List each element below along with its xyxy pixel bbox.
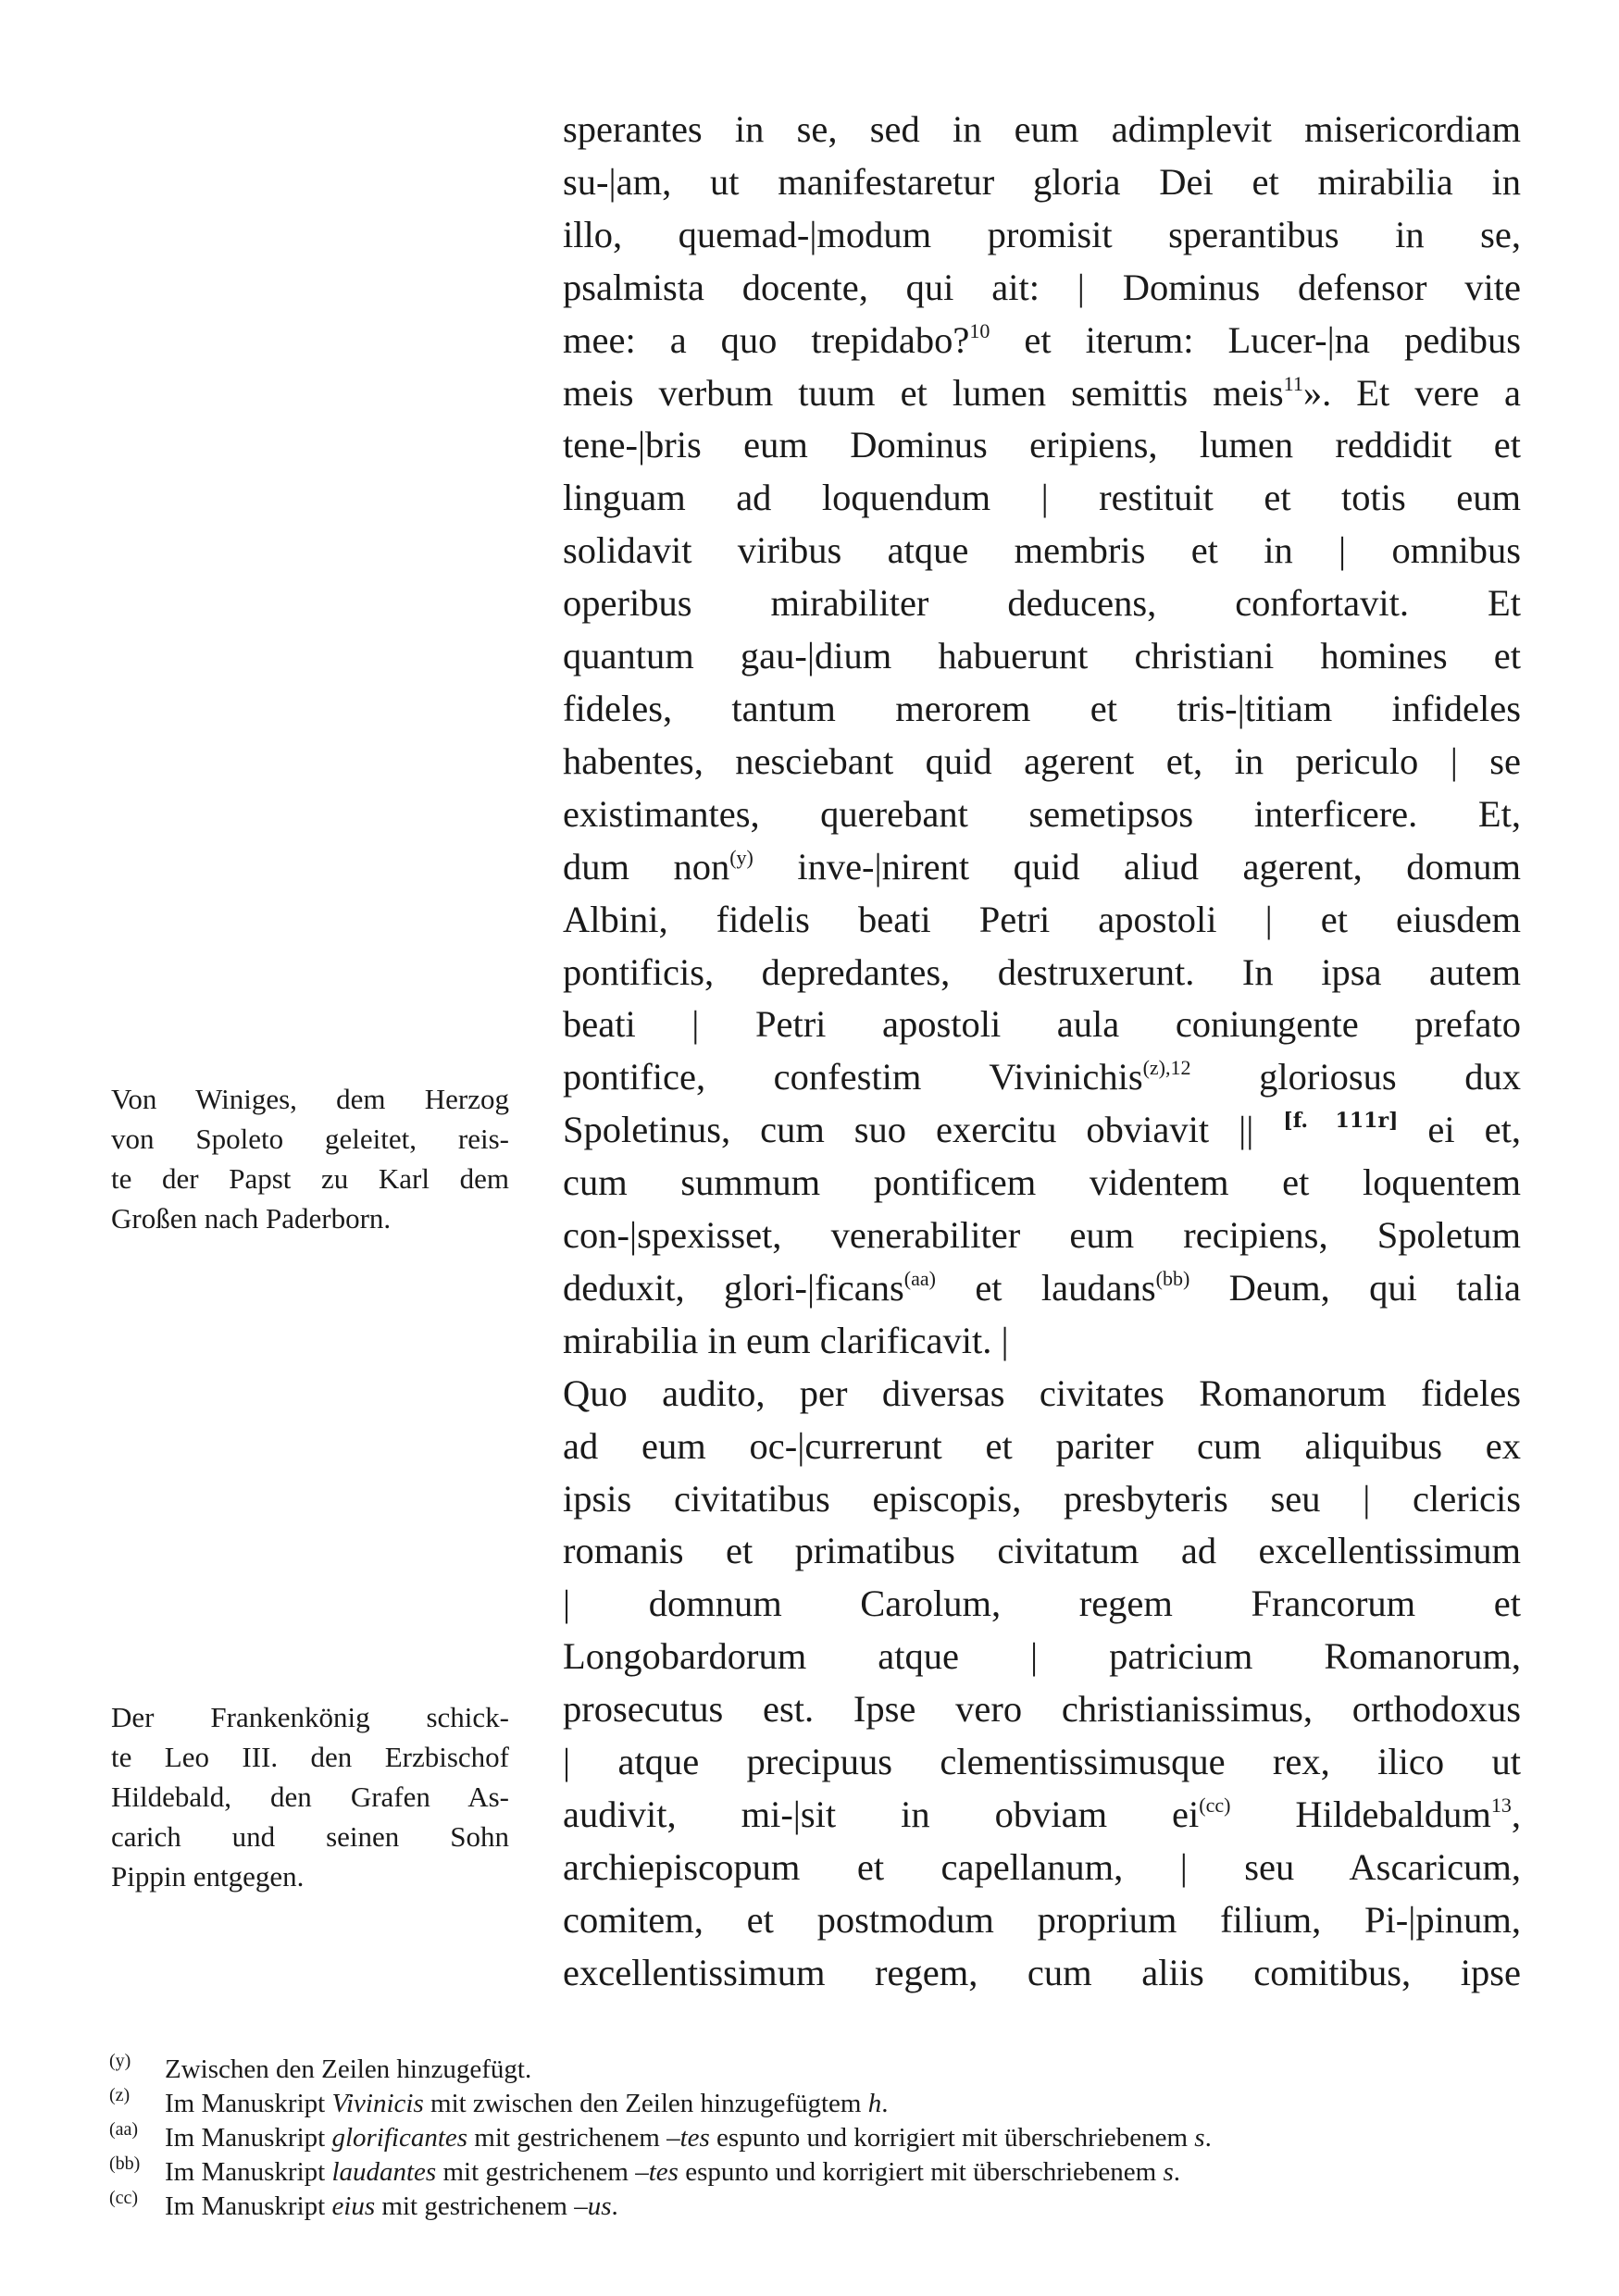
text-segment: excellentissimum regem, cum aliis comitibus, ipse (563, 1951, 1521, 1993)
text-segment: deduxit, glori-|ficans (563, 1266, 904, 1309)
footnote-text: Im Manuskript (165, 2157, 332, 2187)
text-segment: prosecutus est. Ipse vero christianissimus, orthodoxus (563, 1688, 1521, 1731)
text-segment: Albini, fidelis beati Petri apostoli | et eiusdem (563, 898, 1521, 940)
text-segment: beati | Petri apostoli aula coniungente prefato (563, 1003, 1521, 1046)
footnote-text: Im Manuskript (165, 2123, 332, 2153)
text-line (563, 367, 1521, 420)
text-segment: archiepiscopum et capellanum, | seu Ascaricum, (563, 1845, 1521, 1888)
note-number: 12 (1170, 1056, 1191, 1080)
text-segment: et laudans (935, 1266, 1156, 1309)
footnote-text: . (611, 2191, 618, 2221)
footnote-text: espunto und korrigiert mit überschriebenem (678, 2157, 1164, 2187)
footnote-mark: (bb) (109, 2153, 141, 2174)
text-line (563, 209, 1521, 262)
text-segment: solidavit viribus atque membris et in | omnibus (563, 529, 1521, 572)
footnote (109, 2087, 1516, 2121)
text-segment: inve-|nirent quid aliud agerent, domum (753, 845, 1521, 887)
footnote-text: espunto und korrigiert mit überschriebenem (709, 2123, 1195, 2153)
text-line (563, 947, 1521, 999)
footnote-text: glorificantes (331, 2123, 468, 2153)
text-segment: audivit, mi-|sit in obviam ei (563, 1793, 1200, 1835)
text-line (563, 1315, 1521, 1368)
text-line (563, 683, 1521, 736)
margin-note-line: te der Papst zu Karl dem (111, 1162, 509, 1195)
text-segment: pontifice, confestim Vivinichis (563, 1056, 1143, 1098)
text-segment: mirabilia in eum clarificavit. | (563, 1319, 1009, 1361)
folio-marker: [f. 111r] (1283, 1109, 1399, 1134)
text-segment: ipsis civitatibus episcopis, presbyteris seu | clericis (563, 1477, 1521, 1520)
text-segment: illo, quemad-|modum promisit sperantibus in se, (563, 213, 1521, 255)
text-line (563, 841, 1521, 894)
text-segment: quantum gau-|dium habuerunt christiani homines et (563, 635, 1521, 677)
text-line (563, 788, 1521, 841)
margin-note-line: Von Winiges, dem Herzog (111, 1083, 509, 1115)
text-line (563, 1157, 1521, 1210)
text-line (563, 894, 1521, 947)
text-segment: tene-|bris eum Dominus eripiens, lumen reddidit et (563, 424, 1521, 466)
text-segment: su-|am, ut manifestaretur gloria Dei et mirabilia in (563, 160, 1521, 203)
footnote-text: eius (331, 2191, 376, 2221)
footnote-text: –us (574, 2191, 612, 2221)
margin-note-line: von Spoleto geleitet, reis- (111, 1123, 509, 1155)
footnotes (109, 2053, 1516, 2224)
footnote-text: mit gestrichenem (375, 2191, 575, 2221)
text-segment: Hildebaldum (1230, 1793, 1491, 1835)
text-segment: habentes, nesciebant quid agerent et, in periculo | se (563, 739, 1521, 782)
footnote (109, 2155, 1516, 2190)
note-number: 10 (969, 318, 990, 342)
footnote-text: Im Manuskript (165, 2089, 332, 2118)
text-line (563, 472, 1521, 525)
footnote (109, 2121, 1516, 2155)
text-segment: | domnum Carolum, regem Francorum et (563, 1582, 1521, 1625)
note-number: 13 (1490, 1793, 1512, 1817)
text-segment: gloriosus dux (1190, 1056, 1522, 1098)
footnote-mark: (cc) (109, 2188, 139, 2208)
footnote (109, 2053, 1516, 2087)
margin-note-line: Großen nach Paderborn. (111, 1202, 392, 1235)
text-line (563, 1210, 1521, 1262)
text-line (563, 1473, 1521, 1526)
text-line (563, 736, 1521, 788)
text-line (563, 577, 1521, 630)
text-line (563, 1631, 1521, 1683)
text-segment: con-|spexisset, venerabiliter eum recipiens, Spoletum (563, 1214, 1521, 1257)
text-line (563, 1578, 1521, 1631)
margin-note-line: carich und seinen Sohn (111, 1820, 509, 1853)
text-line (563, 1262, 1521, 1315)
text-segment: ad eum oc-|currerunt et pariter cum aliquibus ex (563, 1424, 1521, 1467)
text-line (563, 1947, 1521, 2000)
footnote-text: Vivinicis (331, 2089, 424, 2118)
footnote-text: mit gestrichenem (436, 2157, 636, 2187)
footnote-text: . (1173, 2157, 1180, 2187)
text-segment: Spoletinus, cum suo exercitu obviavit || (563, 1109, 1284, 1151)
footnote-ref: (z) (1142, 1056, 1166, 1080)
text-line (563, 1368, 1521, 1421)
text-segment: | atque precipuus clementissimusque rex, ilico ut (563, 1741, 1521, 1783)
note-number: 11 (1283, 371, 1303, 395)
text-segment: existimantes, querebant semetipsos interficere. Et, (563, 792, 1521, 835)
footnote-text: Zwischen den Zeilen hinzugefügt. (165, 2054, 532, 2084)
footnote (109, 2190, 1516, 2224)
text-line (563, 1736, 1521, 1789)
main-latin-text (563, 104, 1521, 2000)
text-line (563, 1894, 1521, 1947)
footnote-text: –tes (666, 2123, 710, 2153)
text-segment: sperantes in se, sed in eum adimplevit misericordiam (563, 108, 1521, 150)
text-line (563, 1842, 1521, 1894)
margin-note-line: te Leo III. den Erzbischof (111, 1741, 509, 1773)
text-segment: dum non (563, 845, 730, 887)
footnote-text: . (881, 2089, 889, 2118)
text-line (563, 104, 1521, 156)
text-line (563, 999, 1521, 1051)
text-segment: fideles, tantum merorem et tris-|titiam infideles (563, 687, 1521, 729)
footnote-mark: (z) (109, 2085, 131, 2105)
text-segment: ». Et vere a (1302, 371, 1522, 414)
margin-note-line: Hildebald, den Grafen As- (111, 1781, 509, 1813)
footnote-ref: (y) (729, 845, 753, 869)
text-segment: psalmista docente, qui ait: | Dominus defensor vite (563, 266, 1521, 308)
text-segment: ei et, (1398, 1109, 1521, 1151)
text-line (563, 315, 1521, 367)
text-segment: comitem, et postmodum proprium filium, Pi-|pinum, (563, 1898, 1521, 1941)
footnote-ref: (aa) (903, 1266, 936, 1290)
footnote-text: h (867, 2089, 882, 2118)
text-line (563, 1104, 1521, 1157)
footnote-text: s (1194, 2123, 1205, 2153)
footnote-text: s (1163, 2157, 1174, 2187)
footnote-ref: (bb) (1155, 1266, 1190, 1290)
text-line (563, 419, 1521, 472)
text-line (563, 156, 1521, 209)
footnote-text: mit gestrichenem (467, 2123, 667, 2153)
margin-note-paderborn (111, 1079, 509, 1238)
text-segment: operibus mirabiliter deducens, confortavit. Et (563, 582, 1521, 625)
footnote-mark: (y) (109, 2051, 131, 2071)
margin-note-hildebald (111, 1697, 509, 1896)
text-segment: , (1165, 1056, 1171, 1080)
text-line (563, 630, 1521, 683)
footnote-mark: (aa) (109, 2119, 139, 2140)
footnote-text: mit zwischen den Zeilen hinzugefügtem (423, 2089, 868, 2118)
text-segment: Longobardorum atque | patricium Romanorum, (563, 1635, 1521, 1678)
text-segment: Quo audito, per diversas civitates Romanorum fideles (563, 1371, 1521, 1414)
margin-note-line: Der Frankenkönig schick- (111, 1701, 509, 1733)
text-segment: linguam ad loquendum | restituit et totis eum (563, 477, 1521, 519)
text-segment: , (1511, 1793, 1521, 1835)
footnote-ref: (cc) (1199, 1793, 1231, 1817)
text-segment: et iterum: Lucer-|na pedibus (990, 318, 1521, 361)
text-line (563, 1789, 1521, 1842)
text-segment: Deum, qui talia (1189, 1266, 1521, 1309)
margin-note-line: Pippin entgegen. (111, 1860, 305, 1893)
text-segment: mee: a quo trepidabo? (563, 318, 970, 361)
text-segment: pontificis, depredantes, destruxerunt. In ipsa autem (563, 950, 1521, 993)
footnote-text: –tes (635, 2157, 679, 2187)
text-segment: cum summum pontificem videntem et loquentem (563, 1161, 1521, 1204)
footnote-text: Im Manuskript (165, 2191, 332, 2221)
footnote-text: . (1204, 2123, 1212, 2153)
footnote-text: laudantes (331, 2157, 437, 2187)
text-line (563, 1683, 1521, 1736)
text-line (563, 262, 1521, 315)
text-segment: romanis et primatibus civitatum ad excellentissimum (563, 1530, 1521, 1572)
text-line (563, 1051, 1521, 1104)
text-line (563, 1525, 1521, 1578)
text-segment: meis verbum tuum et lumen semittis meis (563, 371, 1284, 414)
text-line (563, 1421, 1521, 1473)
text-line (563, 525, 1521, 577)
